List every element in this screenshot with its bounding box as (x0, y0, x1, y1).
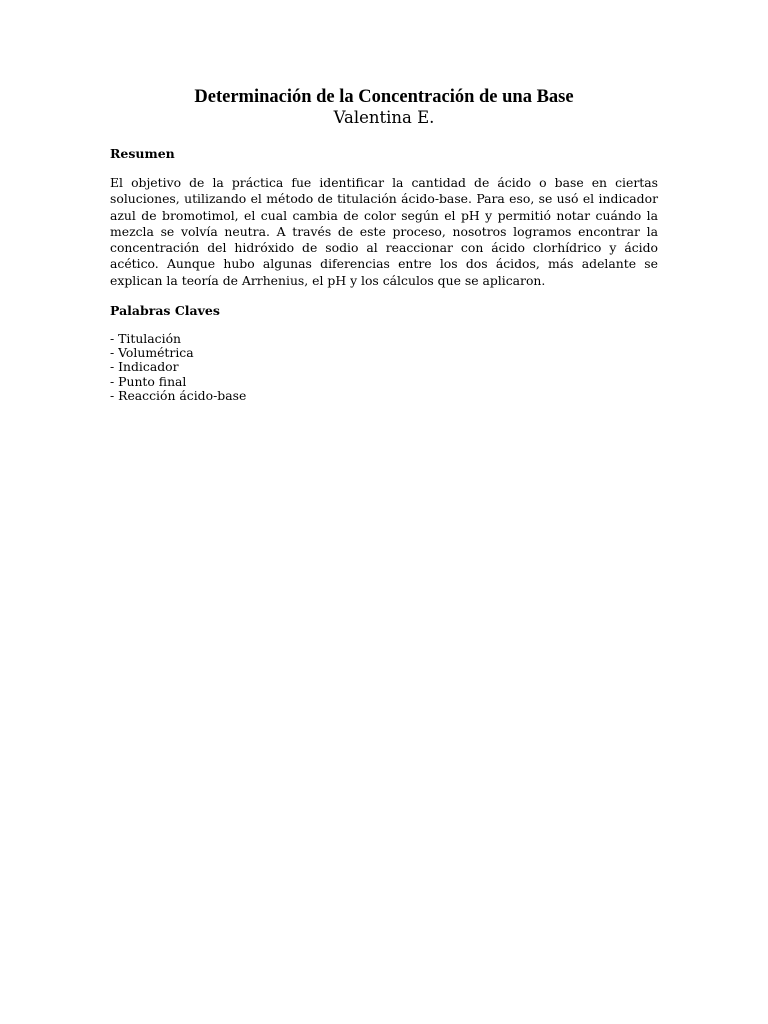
keyword-item: - Titulación (110, 331, 182, 347)
keyword-item: - Reacción ácido-base (110, 387, 247, 403)
document-title: Determinación de la Concentración de una Base (194, 87, 574, 107)
keywords-list (110, 332, 658, 403)
keyword-item: - Punto final (110, 373, 187, 389)
abstract-paragraph: El objetivo de la práctica fue identificar la cantidad de ácido o base en ciertas soluciones, utilizando el método de titulación ácido-base. Para eso, se usó el indicador azul de bromotimol, el cual cambia de color según el pH y permitió notar cuándo la mezcla se volvía neutra. A través de este proceso, nosotros logramos encontrar la concentración del hidróxido de sodio al reaccionar con ácido clorhídrico y ácido acético. Aunque hubo algunas diferencias entre los dos ácidos, más adelante se explican la teoría de Arrhenius, el pH y los cálculos que se aplicaron. (110, 175, 658, 288)
keyword-item: - Indicador (110, 359, 179, 375)
keywords-heading: Palabras Claves (110, 303, 220, 319)
document-page (110, 86, 658, 403)
keyword-item: - Volumétrica (110, 345, 194, 361)
document-author: Valentina E. (333, 108, 435, 127)
abstract-heading: Resumen (110, 146, 175, 161)
